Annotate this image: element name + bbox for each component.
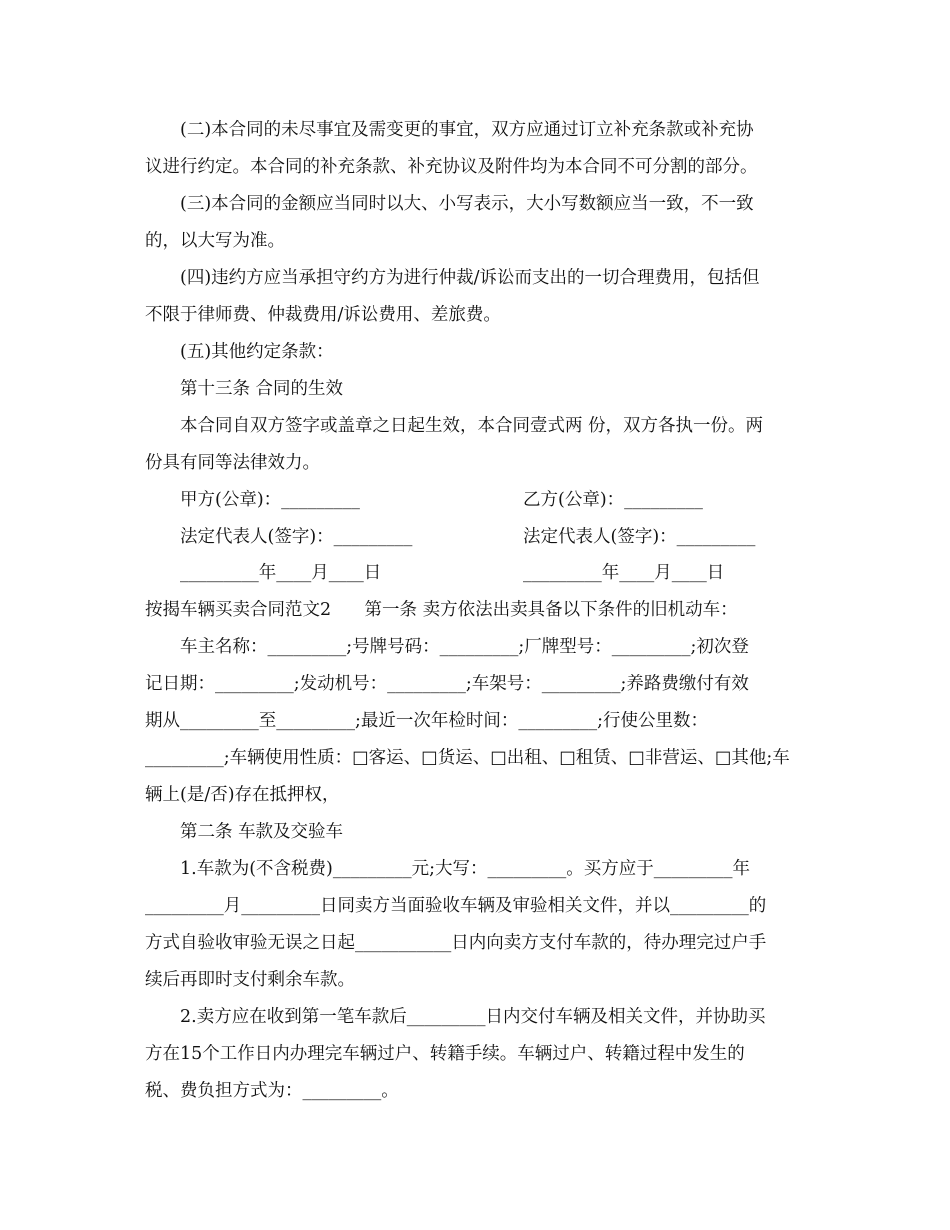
text-line: 方式自验收审验无误之日起___________日内向卖方支付车款的，待办理完过户手 (145, 933, 767, 953)
section-heading: 第二条 车款及交验车 (180, 822, 344, 842)
party-b-date: _________年____月____日 (523, 563, 725, 583)
text-line: (三)本合同的金额应当同时以大、小写表示，大小写数额应当一致，不一致 (180, 194, 754, 214)
text-line: 辆上(是/否)存在抵押权， (145, 785, 340, 805)
party-b-representative: 法定代表人(签字)：_________ (523, 527, 756, 547)
text-line: 期从_________至_________;最近一次年检时间：_________;行使公里数： (145, 711, 709, 731)
text-line: 1.车款为(不含税费)_________元;大写：_________。买方应于_________年 (180, 859, 750, 879)
document-title: 按揭车辆买卖合同范文2 第一条 卖方依法出卖具备以下条件的旧机动车： (145, 600, 738, 620)
text-line: (二)本合同的未尽事宜及需变更的事宜，双方应通过订立补充条款或补充协 (180, 120, 754, 140)
text-line: 本合同自双方签字或盖章之日起生效，本合同壹式两 份，双方各执一份。两 (180, 416, 764, 436)
text-line: 的，以大写为准。 (145, 231, 285, 251)
text-line: (四)违约方应当承担守约方为进行仲裁/诉讼而支出的一切合理费用，包括但 (180, 268, 760, 288)
text-line: _________月_________日同卖方当面验收车辆及审验相关文件，并以_________的 (145, 896, 767, 916)
text-line: 方在15个工作日内办理完车辆过户、转籍手续。车辆过户、转籍过程中发生的 (145, 1044, 745, 1064)
text-line: 记日期：_________;发动机号：_________;车架号：_________;养路费缴付有效 (145, 674, 749, 694)
text-line: 份具有同等法律效力。 (145, 453, 320, 473)
party-b-seal: 乙方(公章)：_________ (523, 490, 703, 510)
text-line: 2.卖方应在收到第一笔车款后_________日内交付车辆及相关文件，并协助买 (180, 1007, 766, 1027)
text-line: 税、费负担方式为：_________。 (145, 1081, 399, 1101)
party-a-seal: 甲方(公章)：_________ (180, 490, 360, 510)
section-heading: 第十三条 合同的生效 (180, 379, 344, 399)
party-a-date: _________年____月____日 (180, 563, 382, 583)
party-a-representative: 法定代表人(签字)：_________ (180, 527, 413, 547)
text-line: (五)其他约定条款： (180, 342, 334, 362)
text-line: 不限于律师费、仲裁费用/诉讼费用、差旅费。 (145, 305, 501, 325)
text-line: _________;车辆使用性质：□客运、□货运、□出租、□租赁、□非营运、□其他;车 (145, 748, 790, 768)
text-line: 议进行约定。本合同的补充条款、补充协议及附件均为本合同不可分割的部分。 (145, 157, 758, 177)
text-line: 续后再即时支付剩余车款。 (145, 970, 355, 990)
text-line: 车主名称：_________;号牌号码：_________;厂牌型号：_________;初次登 (180, 637, 749, 657)
